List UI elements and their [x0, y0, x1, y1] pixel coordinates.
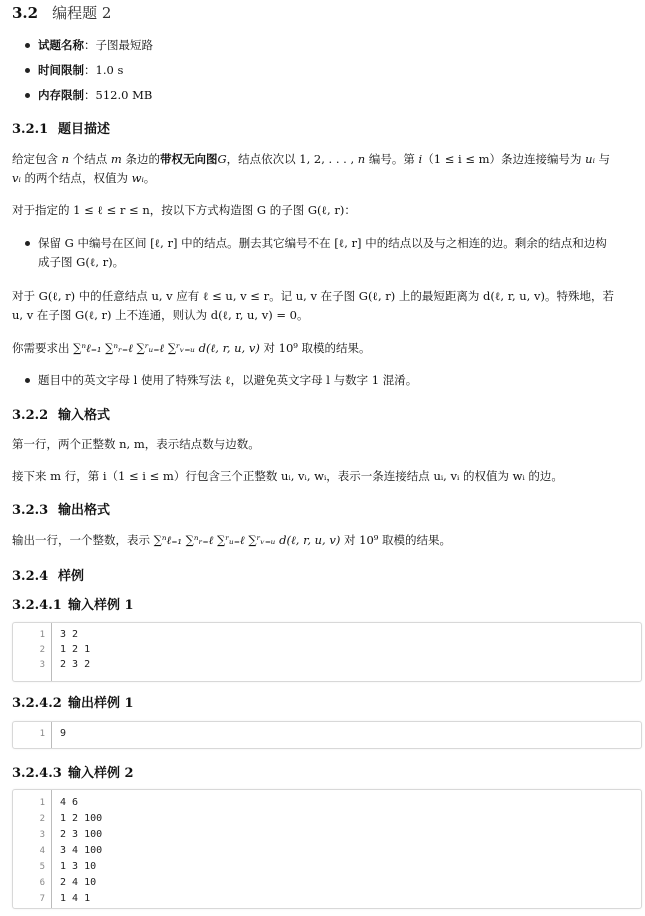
description-paragraph-4: 你需要求出 ∑ⁿℓ₌₁ ∑ⁿᵣ₌ℓ ∑ʳᵤ₌ℓ ∑ʳᵥ₌ᵤ d(ℓ, r, u, v) 对 10⁹ 取模的结果。: [12, 341, 371, 355]
code-line: 1 3 10: [60, 861, 97, 872]
section-heading: [12, 2, 111, 23]
sum-formula: ∑ⁿℓ₌₁ ∑ⁿᵣ₌ℓ ∑ʳᵤ₌ℓ ∑ʳᵥ₌ᵤ d(ℓ, r, u, v): [153, 533, 341, 547]
code-line: 9: [60, 728, 67, 739]
code-line: 1 2 100: [60, 813, 103, 824]
heading-description: 3.2.1 题目描述: [12, 122, 111, 137]
input-paragraph-2: 接下来 m 行，第 i（1 ≤ i ≤ m）行包含三个正整数 uᵢ, vᵢ, wᵢ，表示一条连接结点 uᵢ, vᵢ 的权值为 wᵢ 的边。: [12, 469, 563, 483]
code-line: 2 3 2: [60, 659, 91, 670]
section-title: 编程题 2: [52, 4, 112, 22]
heading-sample-input-2: 3.2.4.3 输入样例 2: [12, 766, 134, 781]
code-line: 1 4 1: [60, 893, 91, 904]
heading-input-format: 3.2.2 输入格式: [12, 408, 111, 423]
code-block-sample-output-1[interactable]: 1 9: [12, 721, 642, 749]
description-paragraph-3: 对于 G(ℓ, r) 中的任意结点 u, v 应有 ℓ ≤ u, v ≤ r。记 u, v 在子图 G(ℓ, r) 上的最短距离为 d(ℓ, r, u, v)。特殊地，若 u, v 在子图 G(ℓ, r) 上不连通，则认为 d(ℓ, r, u, v) = 0。: [12, 289, 614, 322]
sum-formula: ∑ⁿℓ₌₁ ∑ⁿᵣ₌ℓ ∑ʳᵤ₌ℓ ∑ʳᵥ₌ᵤ d(ℓ, r, u, v): [73, 341, 260, 355]
heading-samples: 3.2.4 样例: [12, 569, 85, 584]
description-bullet-1: 保留 G 中编号在区间 [ℓ, r] 中的结点。删去其它编号不在 [ℓ, r] 中的结点以及与之相连的边。剩余的结点和边构 成子图 G(ℓ, r)。: [38, 234, 638, 272]
output-paragraph: 输出一行，一个整数，表示 ∑ⁿℓ₌₁ ∑ⁿᵣ₌ℓ ∑ʳᵤ₌ℓ ∑ʳᵥ₌ᵤ d(ℓ, r, u, v) 对 10⁹ 取模的结果。: [12, 533, 452, 547]
input-paragraph-1: 第一行，两个正整数 n, m，表示结点数与边数。: [12, 437, 260, 451]
section-number: 3.2: [12, 4, 39, 22]
code-block-sample-input-2[interactable]: 1 4 6 2 1 2 100 3 2 3 100 4 3 4 100 5 1 3 10 6 2 4 10 7 1 4 1: [12, 789, 642, 909]
code-block-sample-input-1[interactable]: 1 3 2 2 1 2 1 3 2 3 2: [12, 622, 642, 682]
code-line: 2 3 100: [60, 829, 103, 840]
meta-item-time: 时间限制：1.0 s: [38, 61, 123, 80]
code-line: 2 4 10: [60, 877, 97, 888]
heading-output-format: 3.2.3 输出格式: [12, 503, 111, 518]
meta-item-memory: 内存限制：512.0 MB: [38, 86, 152, 105]
code-line: 3 2: [60, 629, 79, 640]
heading-sample-output-1: 3.2.4.2 输出样例 1: [12, 696, 134, 711]
description-paragraph-2: 对于指定的 1 ≤ ℓ ≤ r ≤ n，按以下方式构造图 G 的子图 G(ℓ, r)：: [12, 203, 356, 217]
code-line: 4 6: [60, 797, 79, 808]
description-bullet-2: 题目中的英文字母 l 使用了特殊写法 ℓ，以避免英文字母 l 与数字 1 混淆。: [38, 371, 417, 390]
code-line: 1 2 1: [60, 644, 91, 655]
heading-sample-input-1: 3.2.4.1 输入样例 1: [12, 598, 134, 613]
description-paragraph-1: 给定包含 n 个结点 m 条边的带权无向图G，结点依次以 1, 2, . . . , n 编号。第 i（1 ≤ i ≤ m）条边连接编号为 uᵢ 与 vᵢ 的两个结点，权值为 wᵢ。: [12, 152, 611, 185]
meta-item-name: 试题名称：子图最短路: [38, 36, 153, 55]
code-line: 3 4 100: [60, 845, 103, 856]
